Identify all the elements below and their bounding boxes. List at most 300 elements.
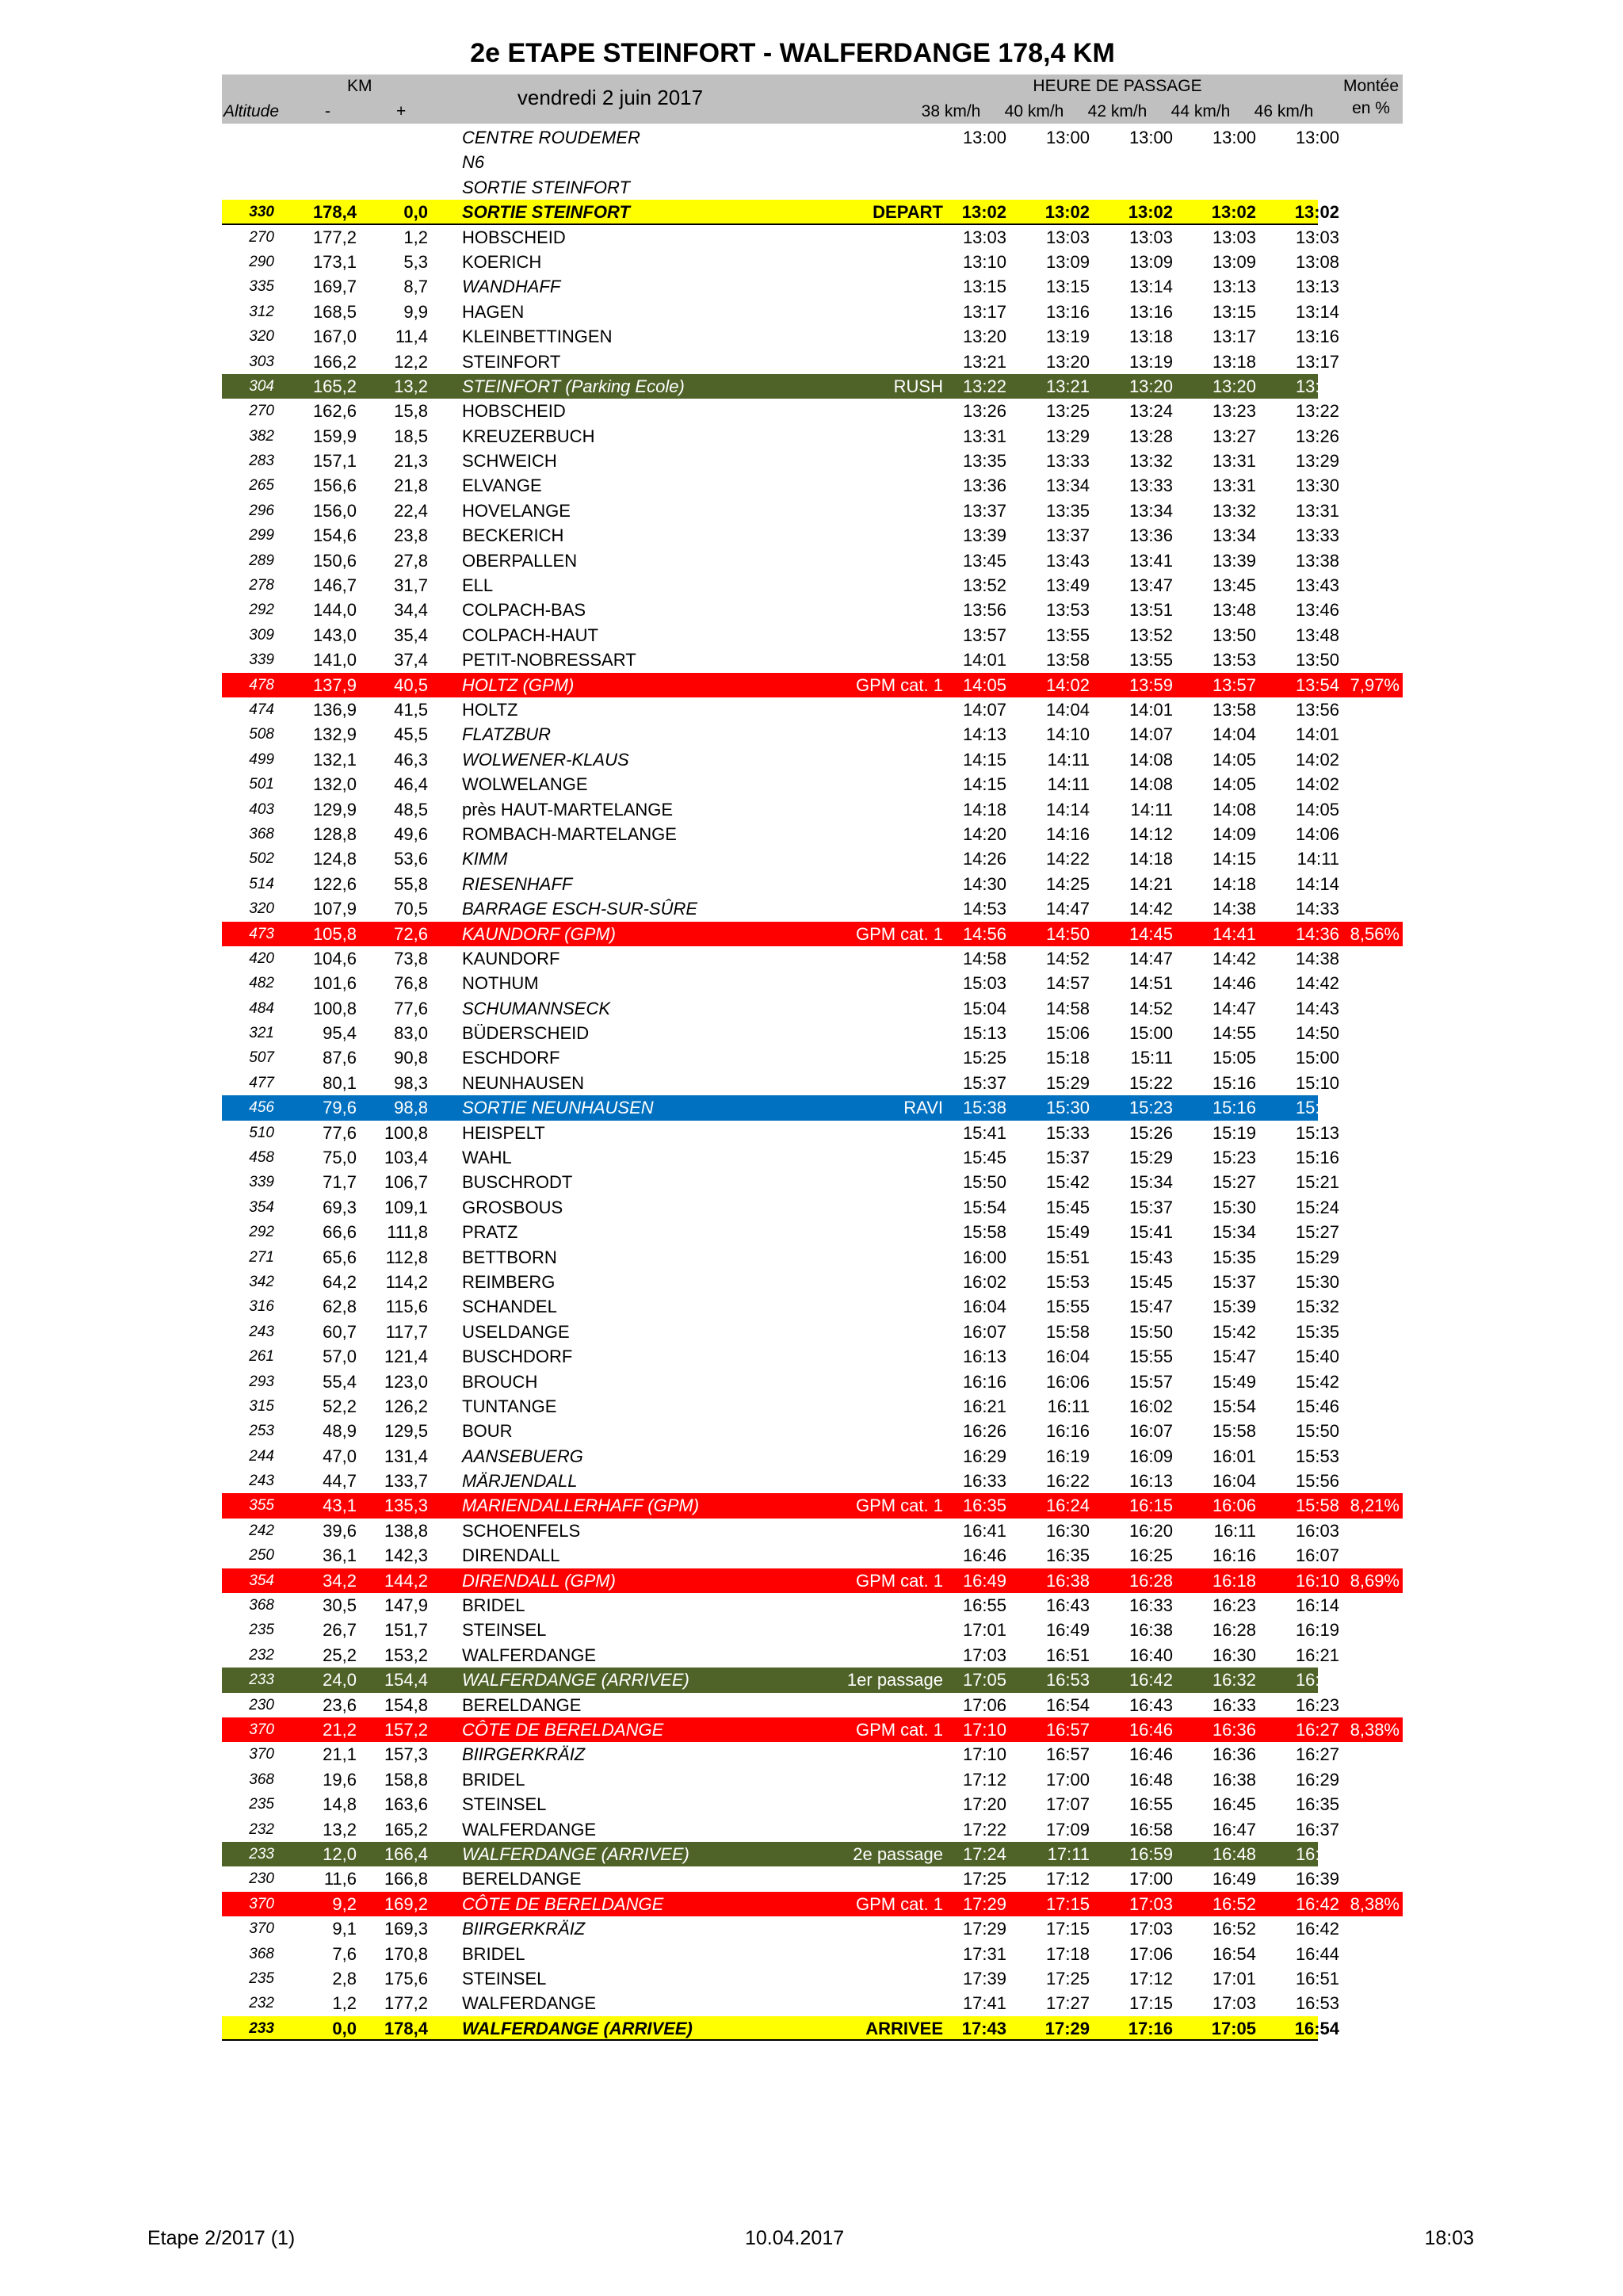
time-cell: 13:10 — [962, 251, 1006, 272]
time-cell: 13:34 — [1128, 500, 1173, 521]
time-cell: 13:25 — [1045, 401, 1090, 422]
time-cell: 15:42 — [1045, 1172, 1090, 1193]
place-cell: ELL — [462, 575, 494, 596]
time-cell: 16:04 — [1212, 1471, 1256, 1492]
time-cell: 16:00 — [962, 1247, 1006, 1267]
time-cell: 17:22 — [962, 1819, 1006, 1839]
km-remaining-cell: 150,6 — [312, 550, 357, 571]
table-row — [222, 1817, 1403, 1842]
time-cell: 16:35 — [1045, 1545, 1090, 1566]
label-cell: 1er passage — [846, 1670, 943, 1690]
place-cell: DIRENDALL (GPM) — [462, 1570, 616, 1591]
place-cell: WALFERDANGE — [462, 1819, 597, 1839]
table-row — [222, 1942, 1403, 1966]
time-cell: 14:01 — [962, 650, 1006, 670]
altitude-cell: 271 — [249, 1248, 274, 1266]
label-cell: GPM cat. 1 — [855, 1720, 943, 1740]
time-cell: 16:46 — [962, 1545, 1006, 1566]
time-cell: 13:39 — [1212, 550, 1256, 571]
time-cell: 13:15 — [1045, 277, 1090, 297]
time-cell: 17:06 — [1128, 1943, 1173, 1964]
time-cell: 17:00 — [1128, 1869, 1173, 1889]
table-row — [222, 1643, 1403, 1668]
time-cell: 13:48 — [1212, 600, 1256, 621]
time-cell: 13:36 — [962, 476, 1006, 496]
km-remaining-cell: 162,6 — [312, 401, 357, 422]
place-cell: WOLWENER-KLAUS — [462, 749, 629, 770]
time-cell: 14:02 — [1045, 674, 1090, 695]
time-cell: 16:53 — [1295, 1993, 1339, 2014]
time-cell: 13:08 — [1295, 251, 1339, 272]
time-cell: 14:55 — [1212, 1023, 1256, 1044]
time-cell: 14:08 — [1212, 799, 1256, 819]
time-cell: 15:37 — [1045, 1148, 1090, 1168]
time-cell: 13:14 — [1295, 301, 1339, 322]
place-cell: BETTBORN — [462, 1247, 557, 1267]
km-done-cell: 13,2 — [394, 376, 428, 396]
time-cell: 16:01 — [1212, 1446, 1256, 1466]
time-cell: 15:55 — [1045, 1297, 1090, 1317]
time-cell: 16:23 — [1212, 1595, 1256, 1616]
time-cell: 13:29 — [1295, 451, 1339, 472]
km-done-cell: 70,5 — [394, 899, 428, 919]
place-cell: KAUNDORF (GPM) — [462, 923, 616, 944]
time-cell: 17:15 — [1045, 1919, 1090, 1939]
table-row — [222, 1444, 1403, 1469]
km-done-cell: 112,8 — [385, 1247, 428, 1267]
table-row — [222, 922, 1403, 946]
time-cell: 14:01 — [1295, 724, 1339, 745]
altitude-cell: 283 — [249, 453, 274, 470]
place-cell: CENTRE ROUDEMER — [462, 128, 640, 147]
time-cell: 16:53 — [1045, 1670, 1090, 1690]
time-cell: 13:31 — [962, 426, 1006, 446]
table-row — [222, 1966, 1403, 1991]
time-cell: 14:14 — [1045, 799, 1090, 819]
time-cell: 13:57 — [1212, 674, 1256, 695]
time-cell: 14:11 — [1130, 799, 1173, 819]
time-cell: 16:55 — [1128, 1794, 1173, 1815]
altitude-cell: 370 — [249, 1920, 274, 1938]
place-cell: WOLWELANGE — [462, 774, 588, 795]
km-done-cell: 22,4 — [394, 500, 428, 521]
time-cell: 14:52 — [1045, 948, 1090, 968]
altitude-cell: 335 — [249, 278, 274, 296]
time-cell: 13:02 — [1128, 202, 1173, 223]
km-remaining-cell: 0,0 — [332, 2018, 357, 2038]
place-cell: ESCHDORF — [462, 1048, 560, 1068]
time-cell: 15:34 — [1212, 1222, 1256, 1243]
time-cell: 13:56 — [1295, 699, 1339, 720]
footer-time: 18:03 — [1424, 2227, 1474, 2249]
time-cell: 13:09 — [1212, 251, 1256, 272]
footer-stage: Etape 2/2017 (1) — [147, 2227, 296, 2249]
table-row — [222, 1842, 1403, 1866]
time-cell: 16:46 — [1128, 1720, 1173, 1740]
time-cell: 13:28 — [1128, 426, 1173, 446]
time-cell: 15:16 — [1212, 1072, 1256, 1093]
time-cell: 16:13 — [962, 1347, 1006, 1367]
km-remaining-cell: 132,0 — [312, 774, 357, 795]
time-cell: 16:23 — [1295, 1670, 1339, 1690]
km-remaining-cell: 77,6 — [323, 1122, 357, 1143]
time-cell: 14:14 — [1295, 873, 1339, 894]
altitude-cell: 261 — [249, 1348, 274, 1366]
time-cell: 15:16 — [1295, 1148, 1339, 1168]
time-cell: 16:28 — [1128, 1570, 1173, 1591]
time-cell: 15:34 — [1128, 1172, 1173, 1193]
time-cell: 15:06 — [1045, 1023, 1090, 1044]
altitude-cell: 243 — [249, 1473, 274, 1490]
time-cell: 15:30 — [1045, 1098, 1090, 1118]
place-cell: ROMBACH-MARTELANGE — [462, 823, 677, 844]
time-cell: 16:42 — [1295, 1919, 1339, 1939]
time-cell: 17:03 — [962, 1645, 1006, 1665]
table-row — [222, 1121, 1403, 1145]
altitude-cell: 290 — [249, 253, 274, 270]
place-cell: SCHANDEL — [462, 1297, 557, 1317]
time-cell: 15:50 — [1128, 1321, 1173, 1342]
time-cell: 13:22 — [962, 376, 1006, 396]
km-remaining-cell: 143,0 — [312, 625, 357, 645]
km-remaining-cell: 167,0 — [312, 327, 357, 347]
km-done-cell: 154,4 — [384, 1670, 428, 1690]
time-cell: 13:24 — [1128, 401, 1173, 422]
table-row — [222, 150, 1403, 174]
altitude-cell: 243 — [249, 1323, 274, 1340]
time-cell: 16:48 — [1128, 1769, 1173, 1790]
time-cell: 16:29 — [1295, 1769, 1339, 1790]
time-cell: 16:52 — [1212, 1919, 1256, 1939]
time-cell: 14:58 — [1045, 998, 1090, 1018]
km-remaining-cell: 9,2 — [332, 1893, 357, 1914]
altitude-cell: 484 — [249, 999, 274, 1017]
time-cell: 13:02 — [1211, 202, 1256, 223]
time-cell: 16:24 — [1045, 1496, 1090, 1516]
km-remaining-cell: 66,6 — [323, 1222, 357, 1243]
altitude-cell: 242 — [249, 1522, 274, 1539]
place-cell: HOBSCHEID — [462, 227, 566, 247]
table-row — [222, 747, 1403, 772]
time-cell: 14:07 — [962, 699, 1006, 720]
time-cell: 14:15 — [962, 749, 1006, 770]
altitude-cell: 250 — [249, 1547, 274, 1564]
place-cell: WALFERDANGE (ARRIVEE) — [462, 1843, 689, 1864]
time-cell: 16:38 — [1045, 1570, 1090, 1591]
time-cell: 13:26 — [1295, 426, 1339, 446]
table-row — [222, 1021, 1403, 1045]
table-row — [222, 499, 1403, 523]
time-cell: 16:49 — [962, 1570, 1006, 1591]
table-row — [222, 350, 1403, 374]
label-cell: GPM cat. 1 — [855, 1893, 943, 1914]
time-cell: 17:11 — [1047, 1843, 1090, 1864]
time-cell: 16:28 — [1212, 1620, 1256, 1641]
table-row — [222, 523, 1403, 548]
altitude-cell: 253 — [249, 1423, 274, 1440]
time-cell: 14:18 — [1212, 873, 1256, 894]
time-cell: 17:43 — [961, 2018, 1006, 2038]
km-done-cell: 117,7 — [385, 1321, 428, 1342]
label-cell: GPM cat. 1 — [855, 1570, 943, 1591]
time-cell: 14:02 — [1295, 774, 1339, 795]
time-cell: 16:16 — [962, 1371, 1006, 1392]
time-cell: 13:29 — [1045, 426, 1090, 446]
km-remaining-cell: 101,6 — [312, 973, 357, 994]
km-done-cell: 21,3 — [394, 451, 428, 472]
km-remaining-cell: 30,5 — [323, 1595, 357, 1616]
time-cell: 14:33 — [1295, 899, 1339, 919]
km-remaining-cell: 157,1 — [312, 451, 357, 472]
altitude-cell: 265 — [249, 477, 274, 495]
time-cell: 13:02 — [1294, 202, 1339, 223]
time-cell: 13:45 — [1212, 575, 1256, 596]
table-row — [222, 697, 1403, 722]
km-done-cell: 178,4 — [384, 2018, 428, 2038]
label-cell: RAVI — [903, 1098, 943, 1118]
table-row — [222, 1792, 1403, 1817]
time-cell: 16:27 — [1295, 1720, 1339, 1740]
time-cell: 16:29 — [962, 1446, 1006, 1466]
time-cell: 13:34 — [1212, 525, 1256, 546]
place-cell: près HAUT-MARTELANGE — [462, 799, 674, 819]
time-cell: 13:27 — [1212, 426, 1256, 446]
time-cell: 15:54 — [962, 1197, 1006, 1217]
time-cell: 15:49 — [1045, 1222, 1090, 1243]
place-cell: WALFERDANGE — [462, 1993, 597, 2014]
time-cell: 15:23 — [1128, 1098, 1173, 1118]
km-remaining-cell: 169,7 — [312, 277, 357, 297]
time-cell: 16:23 — [1295, 1694, 1339, 1715]
altitude-cell: 342 — [249, 1273, 274, 1290]
time-cell: 16:57 — [1045, 1720, 1090, 1740]
time-cell: 16:39 — [1295, 1843, 1339, 1864]
place-cell: COLPACH-HAUT — [462, 625, 598, 645]
time-cell: 15:54 — [1212, 1396, 1256, 1416]
time-cell: 13:37 — [1045, 525, 1090, 546]
time-cell: 16:18 — [1212, 1570, 1256, 1591]
altitude-cell: 382 — [249, 427, 274, 445]
time-cell: 15:50 — [962, 1172, 1006, 1193]
km-remaining-cell: 146,7 — [312, 575, 357, 596]
time-cell: 16:45 — [1212, 1794, 1256, 1815]
time-cell: 13:18 — [1128, 327, 1173, 347]
km-remaining-cell: 11,6 — [323, 1869, 357, 1889]
altitude-cell: 230 — [249, 1696, 274, 1713]
time-cell: 15:30 — [1212, 1197, 1256, 1217]
label-cell: GPM cat. 1 — [855, 923, 943, 944]
time-cell: 14:11 — [1047, 774, 1090, 795]
header-speed: 44 km/h — [1170, 102, 1231, 120]
km-remaining-cell: 9,1 — [332, 1919, 357, 1939]
time-cell: 14:07 — [1128, 724, 1173, 745]
time-cell: 16:49 — [1212, 1869, 1256, 1889]
km-remaining-cell: 71,7 — [323, 1172, 357, 1193]
km-done-cell: 41,5 — [394, 699, 428, 720]
label-cell: ARRIVEE — [865, 2018, 943, 2038]
footer-date: 10.04.2017 — [745, 2227, 845, 2249]
altitude-cell: 270 — [249, 228, 274, 246]
km-remaining-cell: 7,6 — [332, 1943, 357, 1964]
km-remaining-cell: 100,8 — [312, 998, 357, 1018]
altitude-cell: 514 — [249, 875, 274, 892]
gradient-cell: 8,69% — [1350, 1570, 1400, 1591]
table-row — [222, 125, 1403, 150]
place-cell: BOUR — [462, 1421, 513, 1442]
km-done-cell: 46,3 — [394, 749, 428, 770]
time-cell: 15:19 — [1212, 1122, 1256, 1143]
time-cell: 16:02 — [1128, 1396, 1173, 1416]
time-cell: 13:00 — [1295, 128, 1339, 147]
time-cell: 17:25 — [962, 1869, 1006, 1889]
altitude-cell: 354 — [249, 1198, 274, 1216]
time-cell: 15:21 — [1295, 1172, 1339, 1193]
place-cell: N6 — [462, 152, 485, 173]
time-cell: 13:13 — [1295, 277, 1339, 297]
altitude-cell: 292 — [249, 602, 274, 619]
place-cell: CÔTE DE BERELDANGE — [462, 1720, 664, 1740]
time-cell: 16:41 — [962, 1520, 1006, 1541]
km-done-cell: 72,6 — [394, 923, 428, 944]
km-remaining-cell: 136,9 — [312, 699, 357, 720]
altitude-cell: 420 — [249, 949, 274, 967]
place-cell: PETIT-NOBRESSART — [462, 650, 636, 670]
km-remaining-cell: 21,1 — [323, 1744, 357, 1765]
km-done-cell: 163,6 — [384, 1794, 428, 1815]
time-cell: 16:39 — [1295, 1869, 1339, 1889]
km-done-cell: 98,3 — [394, 1072, 428, 1093]
header-en-pct: en % — [1352, 99, 1390, 117]
time-cell: 16:03 — [1295, 1520, 1339, 1541]
time-cell: 16:07 — [962, 1321, 1006, 1342]
time-cell: 16:27 — [1295, 1744, 1339, 1765]
place-cell: BARRAGE ESCH-SUR-SÛRE — [462, 899, 698, 919]
time-cell: 13:09 — [1045, 251, 1090, 272]
time-cell: 13:30 — [1295, 476, 1339, 496]
time-cell: 17:20 — [962, 1794, 1006, 1815]
time-cell: 15:32 — [1295, 1297, 1339, 1317]
place-cell: STEINSEL — [462, 1968, 547, 1988]
time-cell: 16:04 — [962, 1297, 1006, 1317]
time-cell: 14:50 — [1045, 923, 1090, 944]
time-cell: 16:04 — [1045, 1347, 1090, 1367]
table-row — [222, 1245, 1403, 1270]
table-row — [222, 1767, 1403, 1792]
table-row — [222, 872, 1403, 896]
time-cell: 14:04 — [1212, 724, 1256, 745]
time-cell: 14:38 — [1212, 899, 1256, 919]
time-cell: 14:57 — [1045, 973, 1090, 994]
km-done-cell: 147,9 — [384, 1595, 428, 1616]
time-cell: 16:43 — [1128, 1694, 1173, 1715]
place-cell: ELVANGE — [462, 476, 542, 496]
km-done-cell: 126,2 — [384, 1396, 428, 1416]
table-row — [222, 1344, 1403, 1369]
time-cell: 17:41 — [962, 1993, 1006, 2014]
time-cell: 14:21 — [1128, 873, 1173, 894]
time-cell: 13:22 — [1295, 401, 1339, 422]
table-row — [222, 200, 1403, 224]
time-cell: 13:39 — [962, 525, 1006, 546]
km-done-cell: 31,7 — [394, 575, 428, 596]
table-row — [222, 1568, 1403, 1593]
time-cell: 15:04 — [962, 998, 1006, 1018]
place-cell: SCHOENFELS — [462, 1520, 581, 1541]
time-cell: 15:27 — [1295, 1222, 1339, 1243]
place-cell: WALFERDANGE — [462, 1645, 597, 1665]
time-cell: 14:05 — [962, 674, 1006, 695]
km-remaining-cell: 79,6 — [323, 1098, 357, 1118]
time-cell: 15:10 — [1295, 1098, 1339, 1118]
place-cell: OBERPALLEN — [462, 550, 578, 571]
time-cell: 17:10 — [962, 1720, 1006, 1740]
time-cell: 15:29 — [1045, 1072, 1090, 1093]
time-cell: 13:15 — [962, 277, 1006, 297]
time-cell: 13:17 — [1212, 327, 1256, 347]
place-cell: STEINSEL — [462, 1794, 547, 1815]
time-cell: 13:58 — [1212, 699, 1256, 720]
km-done-cell: 77,6 — [394, 998, 428, 1018]
time-cell: 14:42 — [1128, 899, 1173, 919]
table-row — [222, 673, 1403, 697]
time-cell: 13:41 — [1128, 550, 1173, 571]
place-cell: NOTHUM — [462, 973, 539, 994]
time-cell: 15:42 — [1295, 1371, 1339, 1392]
time-cell: 15:53 — [1045, 1271, 1090, 1292]
gradient-cell: 8,56% — [1350, 923, 1400, 944]
time-cell: 16:33 — [962, 1471, 1006, 1492]
time-cell: 17:09 — [1045, 1819, 1090, 1839]
km-remaining-cell: 44,7 — [323, 1471, 357, 1492]
altitude-cell: 458 — [249, 1149, 274, 1167]
place-cell: KLEINBETTINGEN — [462, 327, 613, 347]
label-cell: GPM cat. 1 — [855, 1496, 943, 1516]
altitude-cell: 270 — [249, 403, 274, 420]
altitude-cell: 482 — [249, 975, 274, 992]
time-cell: 14:53 — [962, 899, 1006, 919]
time-cell: 13:35 — [1045, 500, 1090, 521]
time-cell: 13:16 — [1295, 327, 1339, 347]
time-cell: 14:15 — [962, 774, 1006, 795]
time-cell: 16:46 — [1128, 1744, 1173, 1765]
time-cell: 15:39 — [1212, 1297, 1256, 1317]
place-cell: REIMBERG — [462, 1271, 556, 1292]
altitude-cell: 330 — [249, 204, 274, 221]
altitude-cell: 320 — [249, 900, 274, 918]
time-cell: 15:51 — [1045, 1247, 1090, 1267]
table-row — [222, 2016, 1403, 2041]
km-done-cell: 35,4 — [394, 625, 428, 645]
place-cell: BÜDERSCHEID — [462, 1023, 590, 1044]
table-row — [222, 1668, 1403, 1692]
km-done-cell: 154,8 — [384, 1694, 428, 1715]
time-cell: 15:47 — [1128, 1297, 1173, 1317]
time-cell: 16:52 — [1212, 1893, 1256, 1914]
table-row — [222, 1519, 1403, 1543]
km-remaining-cell: 166,2 — [312, 351, 357, 372]
time-cell: 15:26 — [1128, 1122, 1173, 1143]
km-remaining-cell: 105,8 — [312, 923, 357, 944]
table-row — [222, 1892, 1403, 1916]
place-cell: CÔTE DE BERELDANGE — [462, 1893, 664, 1914]
km-remaining-cell: 36,1 — [323, 1545, 357, 1566]
km-remaining-cell: 87,6 — [323, 1048, 357, 1068]
time-cell: 14:11 — [1047, 749, 1090, 770]
time-cell: 13:03 — [1045, 227, 1090, 247]
time-cell: 17:25 — [1045, 1968, 1090, 1988]
table-row — [222, 1916, 1403, 1941]
time-cell: 15:29 — [1295, 1247, 1339, 1267]
